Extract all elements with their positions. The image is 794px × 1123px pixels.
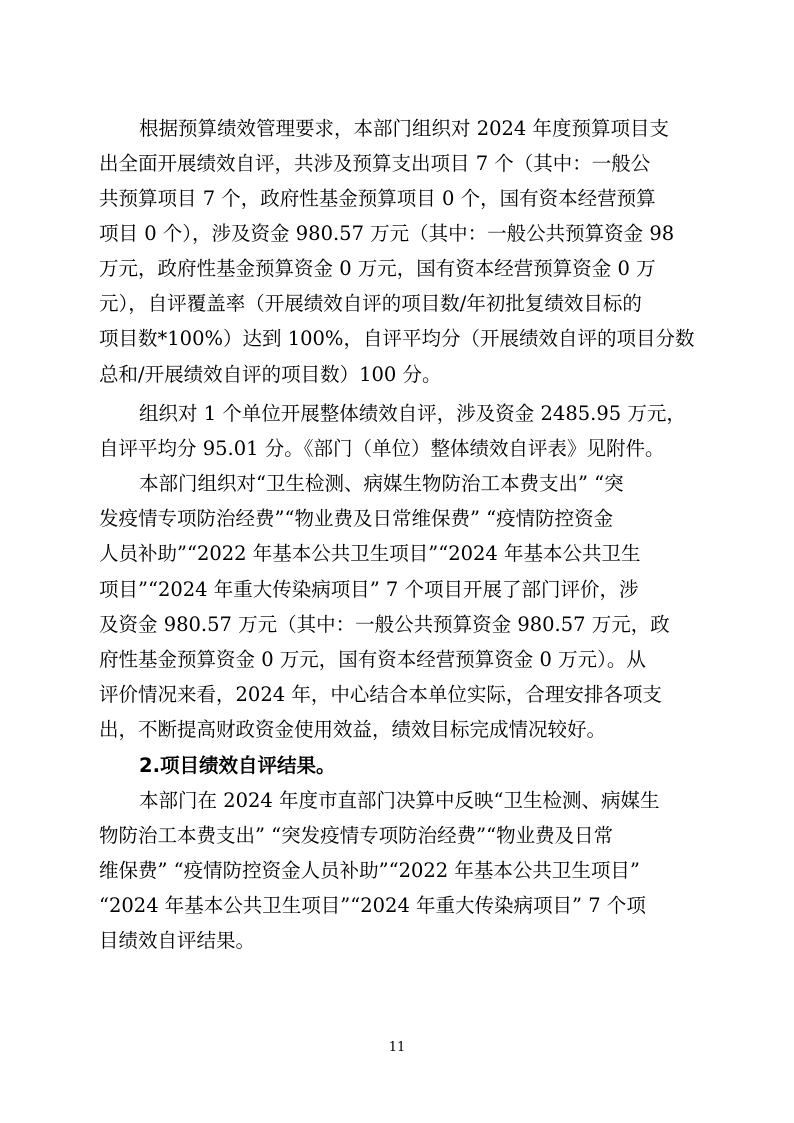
paragraph-3-line-3: 人员补助”“2022 年基本公共卫生项目”“2024 年基本公共卫生 bbox=[99, 542, 641, 565]
paragraph-2-line-2: 自评平均分 95.01 分。《部门（单位）整体绩效自评表》见附件。 bbox=[99, 437, 665, 460]
paragraph-3-line-7: 评价情况来看，2024 年，中心结合本单位实际，合理安排各项支 bbox=[99, 683, 662, 706]
paragraph-1-line-7: 项目数*100%）达到 100%，自评平均分（开展绩效自评的项目分数 bbox=[99, 327, 695, 350]
page-number: 11 bbox=[388, 1040, 406, 1055]
paragraph-1-line-1: 根据预算绩效管理要求，本部门组织对 2024 年度预算项目支 bbox=[139, 117, 670, 140]
paragraph-3-line-4: 项目”“2024 年重大传染病项目” 7 个项目开展了部门评价，涉 bbox=[99, 578, 639, 601]
paragraph-3-line-5: 及资金 980.57 万元（其中：一般公共预算资金 980.57 万元，政 bbox=[99, 613, 670, 636]
paragraph-4-line-2: 物防治工本费支出” “突发疫情专项防治经费”“物业费及日常 bbox=[99, 824, 614, 847]
paragraph-3-line-8: 出，不断提高财政资金使用效益，绩效目标完成情况较好。 bbox=[99, 718, 607, 741]
paragraph-3-line-1: 本部门组织对“卫生检测、病媒生物防治工本费支出” “突 bbox=[139, 472, 624, 495]
section-heading: 2.项目绩效自评结果。 bbox=[139, 754, 336, 777]
paragraph-4-line-4: “2024 年基本公共卫生项目”“2024 年重大传染病项目” 7 个项 bbox=[99, 894, 646, 917]
paragraph-3-line-2: 发疫情专项防治经费”“物业费及日常维保费” “疫情防控资金 bbox=[99, 507, 614, 530]
paragraph-1-line-4: 项目 0 个），涉及资金 980.57 万元（其中：一般公共预算资金 98 bbox=[99, 222, 675, 245]
paragraph-1-line-5: 万元，政府性基金预算资金 0 万元，国有资本经营预算资金 0 万 bbox=[99, 257, 656, 280]
paragraph-4-line-1: 本部门在 2024 年度市直部门决算中反映“卫生检测、病媒生 bbox=[139, 789, 660, 812]
paragraph-2-line-1: 组织对 1 个单位开展整体绩效自评，涉及资金 2485.95 万元， bbox=[139, 402, 686, 425]
paragraph-1-line-2: 出全面开展绩效自评，共涉及预算支出项目 7 个（其中：一般公 bbox=[99, 152, 651, 175]
paragraph-4-line-5: 目绩效自评结果。 bbox=[99, 929, 256, 952]
paragraph-3-line-6: 府性基金预算资金 0 万元，国有资本经营预算资金 0 万元）。从 bbox=[99, 648, 646, 671]
paragraph-1-line-8: 总和/开展绩效自评的项目数）100 分。 bbox=[99, 363, 442, 386]
paragraph-1-line-3: 共预算项目 7 个，政府性基金预算项目 0 个，国有资本经营预算 bbox=[99, 187, 656, 210]
paragraph-1-line-6: 元），自评覆盖率（开展绩效自评的项目数/年初批复绩效目标的 bbox=[99, 292, 642, 315]
paragraph-4-line-3: 维保费” “疫情防控资金人员补助”“2022 年基本公共卫生项目” bbox=[99, 859, 640, 882]
